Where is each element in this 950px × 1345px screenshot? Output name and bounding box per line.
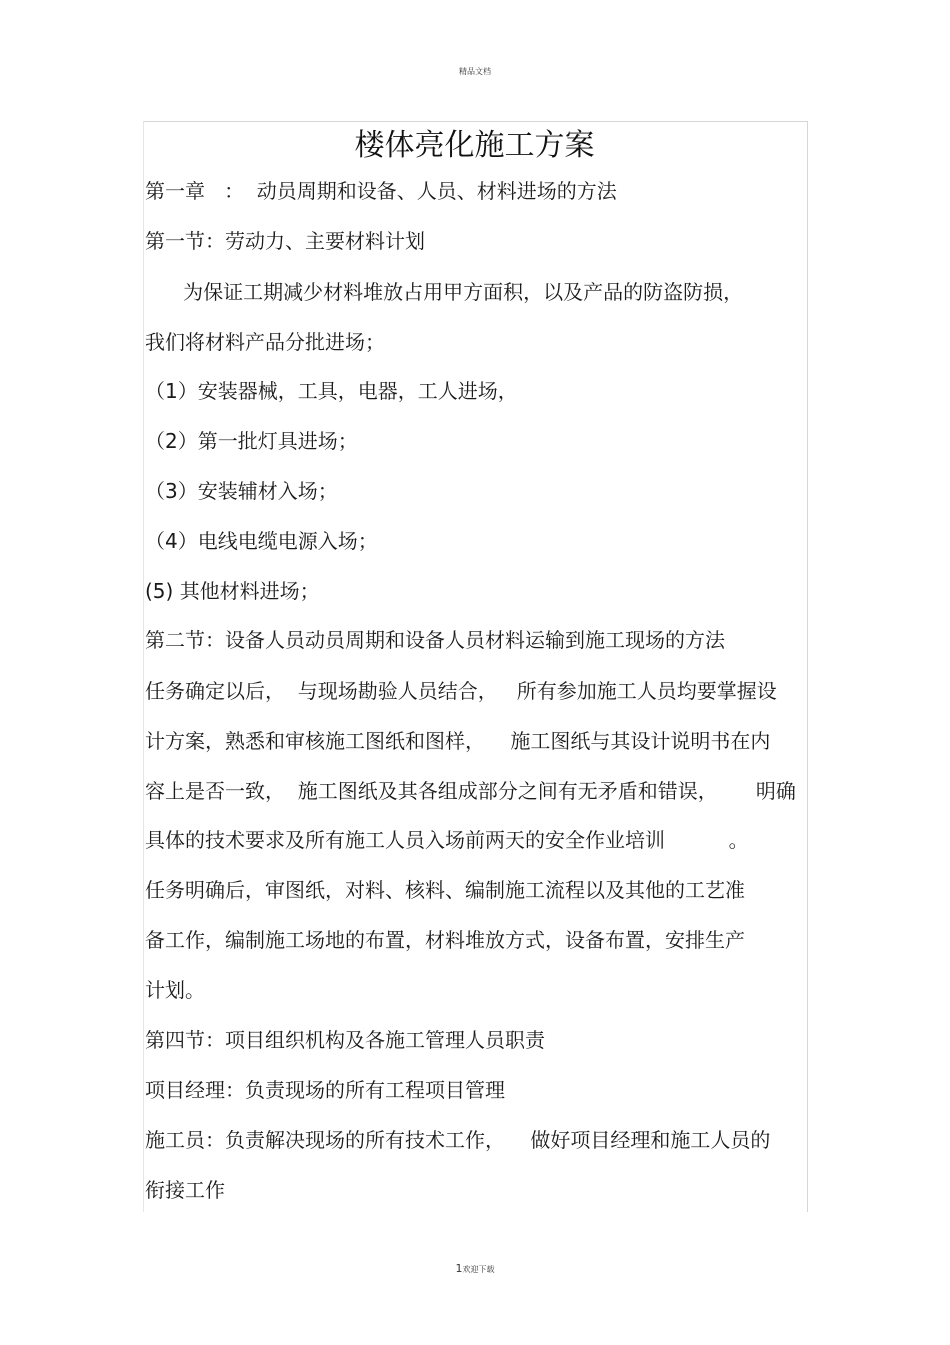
list-item: （1）安装器械，工具，电器，工人进场， <box>145 379 518 403</box>
paragraph-line: 衔接工作 <box>145 1178 225 1202</box>
paragraph-line: 容上是否一致， 施工图纸及其各组成部分之间有无矛盾和错误， 明确 <box>145 779 796 803</box>
page-footer <box>0 1262 950 1275</box>
paragraph-line: 施工员：负责解决现场的所有技术工作， 做好项目经理和施工人员的 <box>145 1128 771 1152</box>
page-header-label: 精品文档 <box>459 67 491 76</box>
list-item: （2）第一批灯具进场； <box>145 429 358 453</box>
paragraph-line: 计划。 <box>145 978 205 1002</box>
footer-label: 欢迎下载 <box>462 1265 495 1274</box>
paragraph-line: 任务确定以后， 与现场勘验人员结合， 所有参加施工人员均要掌握设 <box>145 679 777 703</box>
paragraph-line: 我们将材料产品分批进场； <box>145 330 385 354</box>
paragraph-line: 项目经理：负责现场的所有工程项目管理 <box>145 1078 505 1102</box>
list-item: （4）电线电缆电源入场； <box>145 529 378 553</box>
paragraph-line: 具体的技术要求及所有施工人员入场前两天的安全作业培训 。 <box>145 828 749 852</box>
page-number: 1 <box>455 1262 463 1275</box>
paragraph-line: 为保证工期减少材料堆放占用甲方面积，以及产品的防盗防损， <box>145 280 744 304</box>
list-item: （3）安装辅材入场； <box>145 479 338 503</box>
chapter-heading: 第一章 ： 动员周期和设备、人员、材料进场的方法 <box>145 179 617 203</box>
paragraph-line: 备工作，编制施工场地的布置，材料堆放方式，设备布置，安排生产 <box>145 928 745 952</box>
section-heading: 第一节：劳动力、主要材料计划 <box>145 229 425 253</box>
list-item: (5) 其他材料进场； <box>145 579 320 603</box>
section-heading: 第二节：设备人员动员周期和设备人员材料运输到施工现场的方法 <box>145 628 725 652</box>
section-heading: 第四节：项目组织机构及各施工管理人员职责 <box>145 1028 545 1052</box>
paragraph-line: 计方案，熟悉和审核施工图纸和图样， 施工图纸与其设计说明书在内 <box>145 729 771 753</box>
paragraph-line: 任务明确后，审图纸，对料、核料、编制施工流程以及其他的工艺准 <box>145 878 745 902</box>
document-title: 楼体亮化施工方案 <box>354 128 595 163</box>
